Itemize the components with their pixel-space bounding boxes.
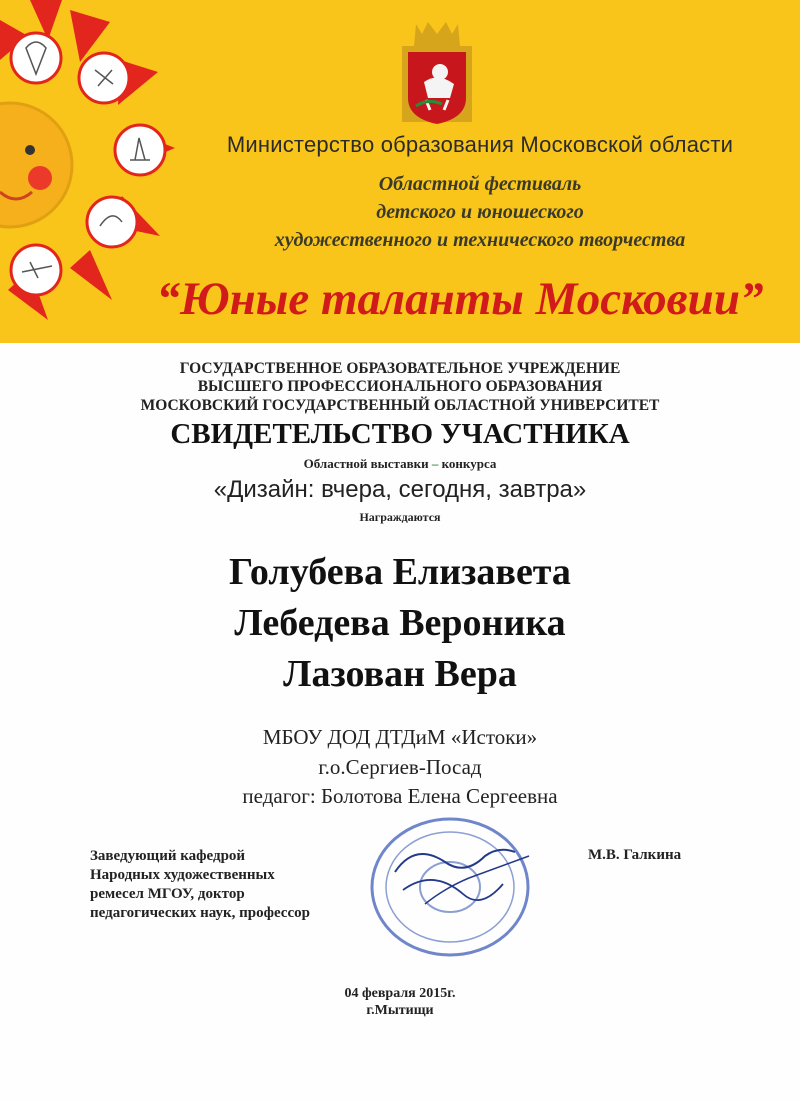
festival-line-2: детского и юношеского (376, 201, 584, 223)
festival-line-1: Областной фестиваль (378, 173, 582, 195)
subtitle-part-a: Областной выставки (303, 456, 429, 471)
moscow-region-crest-icon (396, 20, 478, 128)
awardee-name: Голубева Елизавета (229, 551, 571, 593)
awardee-name: Лазован Вера (283, 653, 517, 695)
festival-line-3: художественного и технического творчества (274, 229, 686, 251)
subtitle-part-b: конкурса (441, 456, 497, 471)
signatory-position-line: Народных художественных (90, 867, 275, 883)
festival-banner (0, 0, 800, 343)
awarded-label: Награждаются (359, 510, 441, 524)
signatory-position-line: Заведующий кафедрой (90, 848, 246, 864)
awardee-name: Лебедева Вероника (234, 602, 566, 644)
teacher-name: педагог: Болотова Елена Сергеевна (242, 784, 558, 808)
institution-line-1: ГОСУДАРСТВЕННОЕ ОБРАЗОВАТЕЛЬНОЕ УЧРЕЖДЕНИЕ (179, 360, 621, 377)
signatory-position-line: педагогических наук, профессор (90, 905, 310, 921)
signatory-position (90, 847, 310, 923)
festival-name: “Юные таланты Московии” (156, 273, 764, 325)
school-name: МБОУ ДОД ДТДиМ «Истоки» (262, 725, 538, 749)
signatory-position-line: ремесел МГОУ, доктор (90, 886, 245, 902)
subtitle-dash: – (431, 456, 439, 471)
institution-line-3: МОСКОВСКИЙ ГОСУДАРСТВЕННЫЙ ОБЛАСТНОЙ УНИВЕРСИТЕТ (140, 397, 660, 414)
signatory-name: М.В. Галкина (588, 847, 682, 863)
school-city: г.о.Сергиев-Посад (318, 755, 482, 779)
certificate-title: СВИДЕТЕЛЬСТВО УЧАСТНИКА (170, 418, 630, 450)
official-stamp-icon (355, 812, 545, 962)
certificate-subtitle (60, 456, 740, 472)
contest-name: «Дизайн: вчера, сегодня, завтра» (213, 476, 587, 503)
issue-city: г.Мытищи (366, 1003, 434, 1018)
institution-line-2: ВЫСШЕГО ПРОФЕССИОНАЛЬНОГО ОБРАЗОВАНИЯ (197, 378, 603, 395)
ministry-name: Министерство образования Московской области (226, 132, 734, 157)
issue-date: 04 февраля 2015г. (344, 986, 456, 1001)
